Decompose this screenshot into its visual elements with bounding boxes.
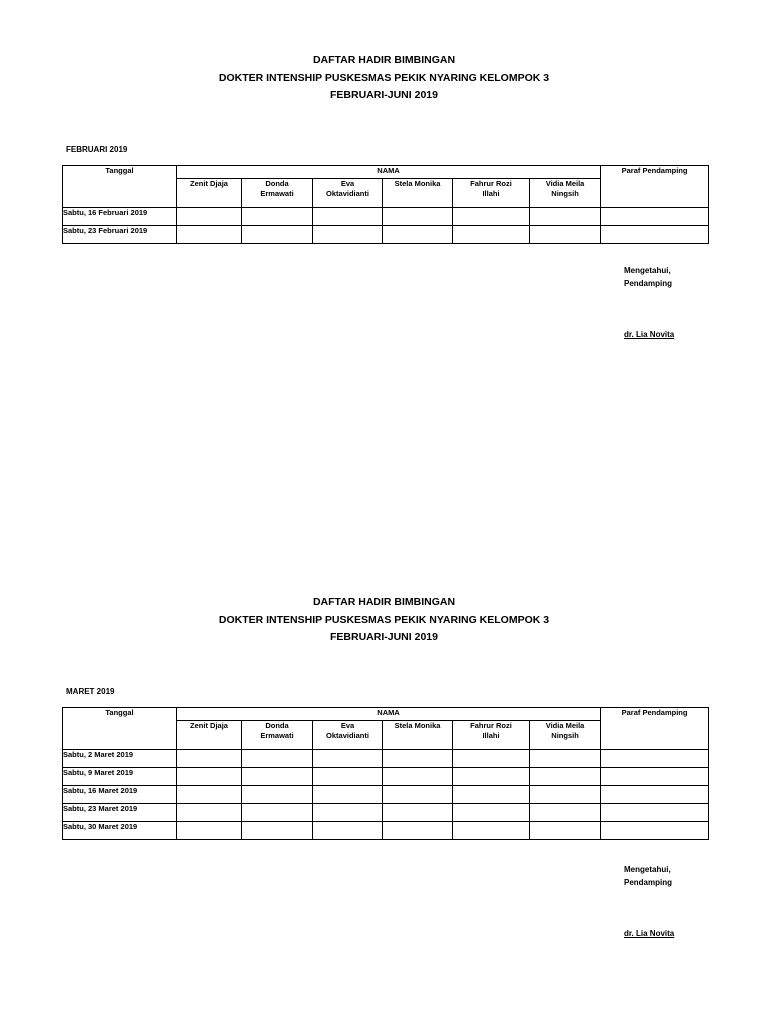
header-name-1: Zenit Djaja <box>177 721 242 750</box>
date-cell: Sabtu, 23 Februari 2019 <box>63 226 177 244</box>
header-name-5: Fahrur Rozi Illahi <box>453 179 530 208</box>
title-line-1: DAFTAR HADIR BIMBINGAN <box>312 596 456 608</box>
header-paraf: Paraf Pendamping <box>601 166 709 208</box>
signature-name: dr. Lia Novita <box>624 929 675 938</box>
signature-line-1: Mengetahui, <box>624 865 671 874</box>
signature-line-1: Mengetahui, <box>624 266 671 275</box>
month-label: MARET 2019 <box>66 687 115 696</box>
attendance-table <box>62 707 709 840</box>
header-name-1: Zenit Djaja <box>177 179 242 208</box>
document-title <box>0 594 768 647</box>
header-nama: NAMA <box>177 166 601 179</box>
signature-line-2: Pendamping <box>624 878 673 887</box>
header-name-3: Eva Oktavidianti <box>313 721 383 750</box>
date-cell: Sabtu, 23 Maret 2019 <box>63 804 177 822</box>
date-cell: Sabtu, 2 Maret 2019 <box>63 750 177 768</box>
table-row <box>63 786 709 804</box>
signature-block <box>624 264 674 341</box>
date-cell: Sabtu, 16 Februari 2019 <box>63 208 177 226</box>
header-tanggal: Tanggal <box>63 166 177 208</box>
document-title <box>0 52 768 105</box>
table-row <box>63 822 709 840</box>
title-line-3: FEBRUARI-JUNI 2019 <box>330 89 438 101</box>
attendance-section-1 <box>0 52 768 339</box>
title-line-2: DOKTER INTENSHIP PUSKESMAS PEKIK NYARING KELOMPOK 3 <box>218 71 550 84</box>
date-cell: Sabtu, 16 Maret 2019 <box>63 786 177 804</box>
table-row <box>63 768 709 786</box>
header-name-6: Vidia Meila Ningsih <box>530 179 601 208</box>
attendance-section-2 <box>0 594 768 938</box>
header-name-2: Donda Ermawati <box>242 179 313 208</box>
table-row <box>63 804 709 822</box>
table-row <box>63 208 709 226</box>
header-name-2: Donda Ermawati <box>242 721 313 750</box>
header-nama: NAMA <box>177 708 601 721</box>
signature-block <box>624 863 674 940</box>
date-cell: Sabtu, 9 Maret 2019 <box>63 768 177 786</box>
title-line-1: DAFTAR HADIR BIMBINGAN <box>312 54 456 66</box>
date-cell: Sabtu, 30 Maret 2019 <box>63 822 177 840</box>
header-name-4: Stela Monika <box>383 721 453 750</box>
title-line-2: DOKTER INTENSHIP PUSKESMAS PEKIK NYARING KELOMPOK 3 <box>218 613 550 626</box>
header-name-6: Vidia Meila Ningsih <box>530 721 601 750</box>
table-row <box>63 226 709 244</box>
header-paraf: Paraf Pendamping <box>601 708 709 750</box>
signature-line-2: Pendamping <box>624 279 673 288</box>
title-line-3: FEBRUARI-JUNI 2019 <box>330 631 438 643</box>
month-label: FEBRUARI 2019 <box>66 145 128 154</box>
header-name-4: Stela Monika <box>383 179 453 208</box>
attendance-table <box>62 165 709 244</box>
table-row <box>63 750 709 768</box>
signature-name: dr. Lia Novita <box>624 330 675 339</box>
header-name-5: Fahrur Rozi Illahi <box>453 721 530 750</box>
header-name-3: Eva Oktavidianti <box>313 179 383 208</box>
header-tanggal: Tanggal <box>63 708 177 750</box>
